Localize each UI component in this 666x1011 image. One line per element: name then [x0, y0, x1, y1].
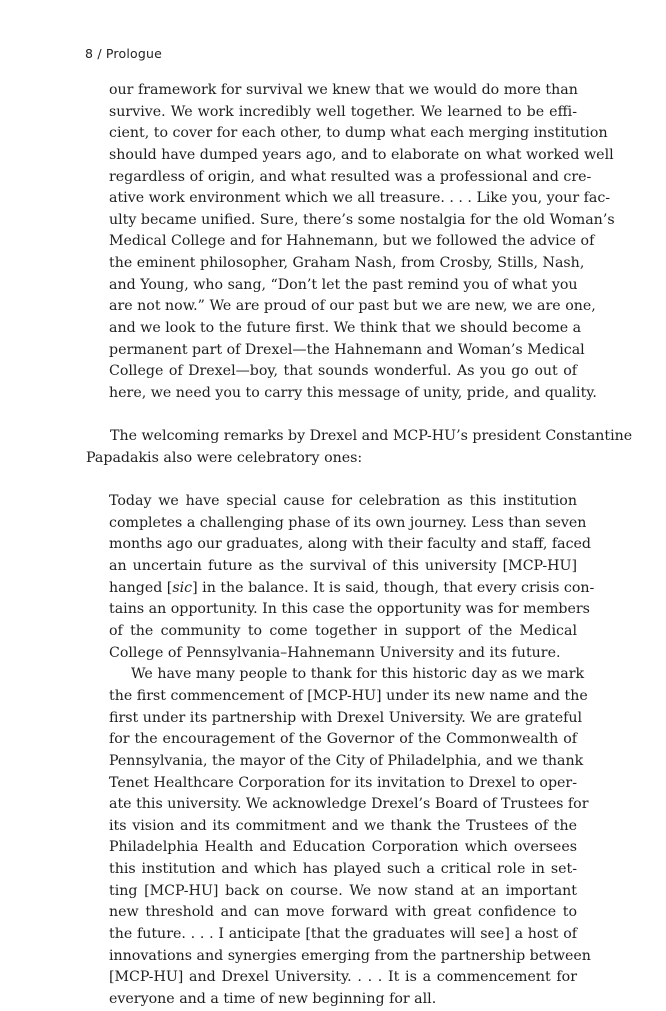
quote-line: regardless of origin, and what resulted was a professional and cre-: [109, 168, 592, 185]
quote-line: We have many people to thank for this historic day as we mark: [131, 666, 585, 683]
quote-line: innovations and synergies emerging from the partnership between: [109, 947, 591, 964]
block-quote-2: [0, 491, 666, 1010]
quote-line: are not now.” We are proud of our past but we are new, we are one,: [109, 298, 596, 315]
quote-line: its vision and its commitment and we thank the Trustees of the: [109, 817, 577, 834]
quote-line: months ago our graduates, along with their faculty and staff, faced: [109, 536, 591, 553]
quote-line: new threshold and can move forward with great confidence to: [109, 904, 577, 921]
quote-line: cient, to cover for each other, to dump what each merging institution: [109, 125, 608, 142]
quote-line: our framework for survival we knew that we would do more than: [109, 82, 578, 98]
body-line: Papadakis also were celebratory ones:: [86, 449, 363, 466]
quote-line: Tenet Healthcare Corporation for its invitation to Drexel to oper-: [109, 774, 577, 791]
quote-line: and Young, who sang, “Don’t let the past remind you of what you: [109, 276, 578, 293]
body-paragraph: [0, 426, 666, 469]
quote-line: Today we have special cause for celebration as this institution: [109, 493, 577, 510]
running-head: 8 / Prologue: [85, 46, 163, 61]
quote-line: Pennsylvania, the mayor of the City of Philadelphia, and we thank: [109, 752, 584, 769]
quote-line: ulty became unified. Sure, there’s some nostalgia for the old Woman’s: [109, 211, 615, 228]
quote-line: the first commencement of [MCP-HU] under its new name and the: [109, 687, 588, 704]
sic-italic: sic: [172, 579, 193, 596]
quote-line: here, we need you to carry this message of unity, pride, and quality.: [109, 384, 597, 401]
quote-line: ative work environment which we all treasure. . . . Like you, your fac-: [109, 190, 611, 207]
quote-line: for the encouragement of the Governor of the Commonwealth of: [109, 731, 577, 748]
quote-line: should have dumped years ago, and to elaborate on what worked well: [109, 146, 614, 163]
quote-line: everyone and a time of new beginning for all.: [109, 990, 437, 1007]
quote-line: Medical College and for Hahnemann, but we followed the advice of: [109, 233, 595, 250]
quote-line: [MCP-HU] and Drexel University. . . . It is a commencement for: [109, 969, 577, 986]
page-body: [0, 80, 666, 1011]
block-quote-1: [0, 80, 666, 405]
quote-line: hanged [sic] in the balance. It is said, though, that every crisis con-: [109, 579, 595, 596]
quote-line: tains an opportunity. In this case the opportunity was for members: [109, 601, 590, 618]
quote-line: College of Drexel—boy, that sounds wonderful. As you go out of: [109, 363, 577, 380]
quote-line: an uncertain future as the survival of this university [MCP-HU]: [109, 558, 577, 575]
quote-line: of the community to come together in support of the Medical: [109, 623, 577, 640]
quote-line: and we look to the future first. We think that we should become a: [109, 320, 582, 337]
body-line: The welcoming remarks by Drexel and MCP-HU’s president Constantine: [110, 428, 633, 445]
quote-line: permanent part of Drexel—the Hahnemann and Woman’s Medical: [109, 341, 585, 358]
quote-line: the eminent philosopher, Graham Nash, from Crosby, Stills, Nash,: [109, 255, 585, 272]
quote-line: this institution and which has played such a critical role in set-: [109, 861, 577, 878]
quote-line: College of Pennsylvania–Hahnemann University and its future.: [109, 644, 561, 661]
quote-line: survive. We work incredibly well together. We learned to be effi-: [109, 103, 577, 120]
quote-line: ting [MCP-HU] back on course. We now stand at an important: [109, 882, 577, 899]
quote-line: ate this university. We acknowledge Drexel’s Board of Trustees for: [109, 796, 589, 813]
quote-line: first under its partnership with Drexel University. We are grateful: [109, 709, 583, 726]
quote-line: completes a challenging phase of its own journey. Less than seven: [109, 514, 587, 531]
quote-line: the future. . . . I anticipate [that the graduates will see] a host of: [109, 925, 577, 942]
quote-line: Philadelphia Health and Education Corporation which oversees: [109, 839, 577, 856]
